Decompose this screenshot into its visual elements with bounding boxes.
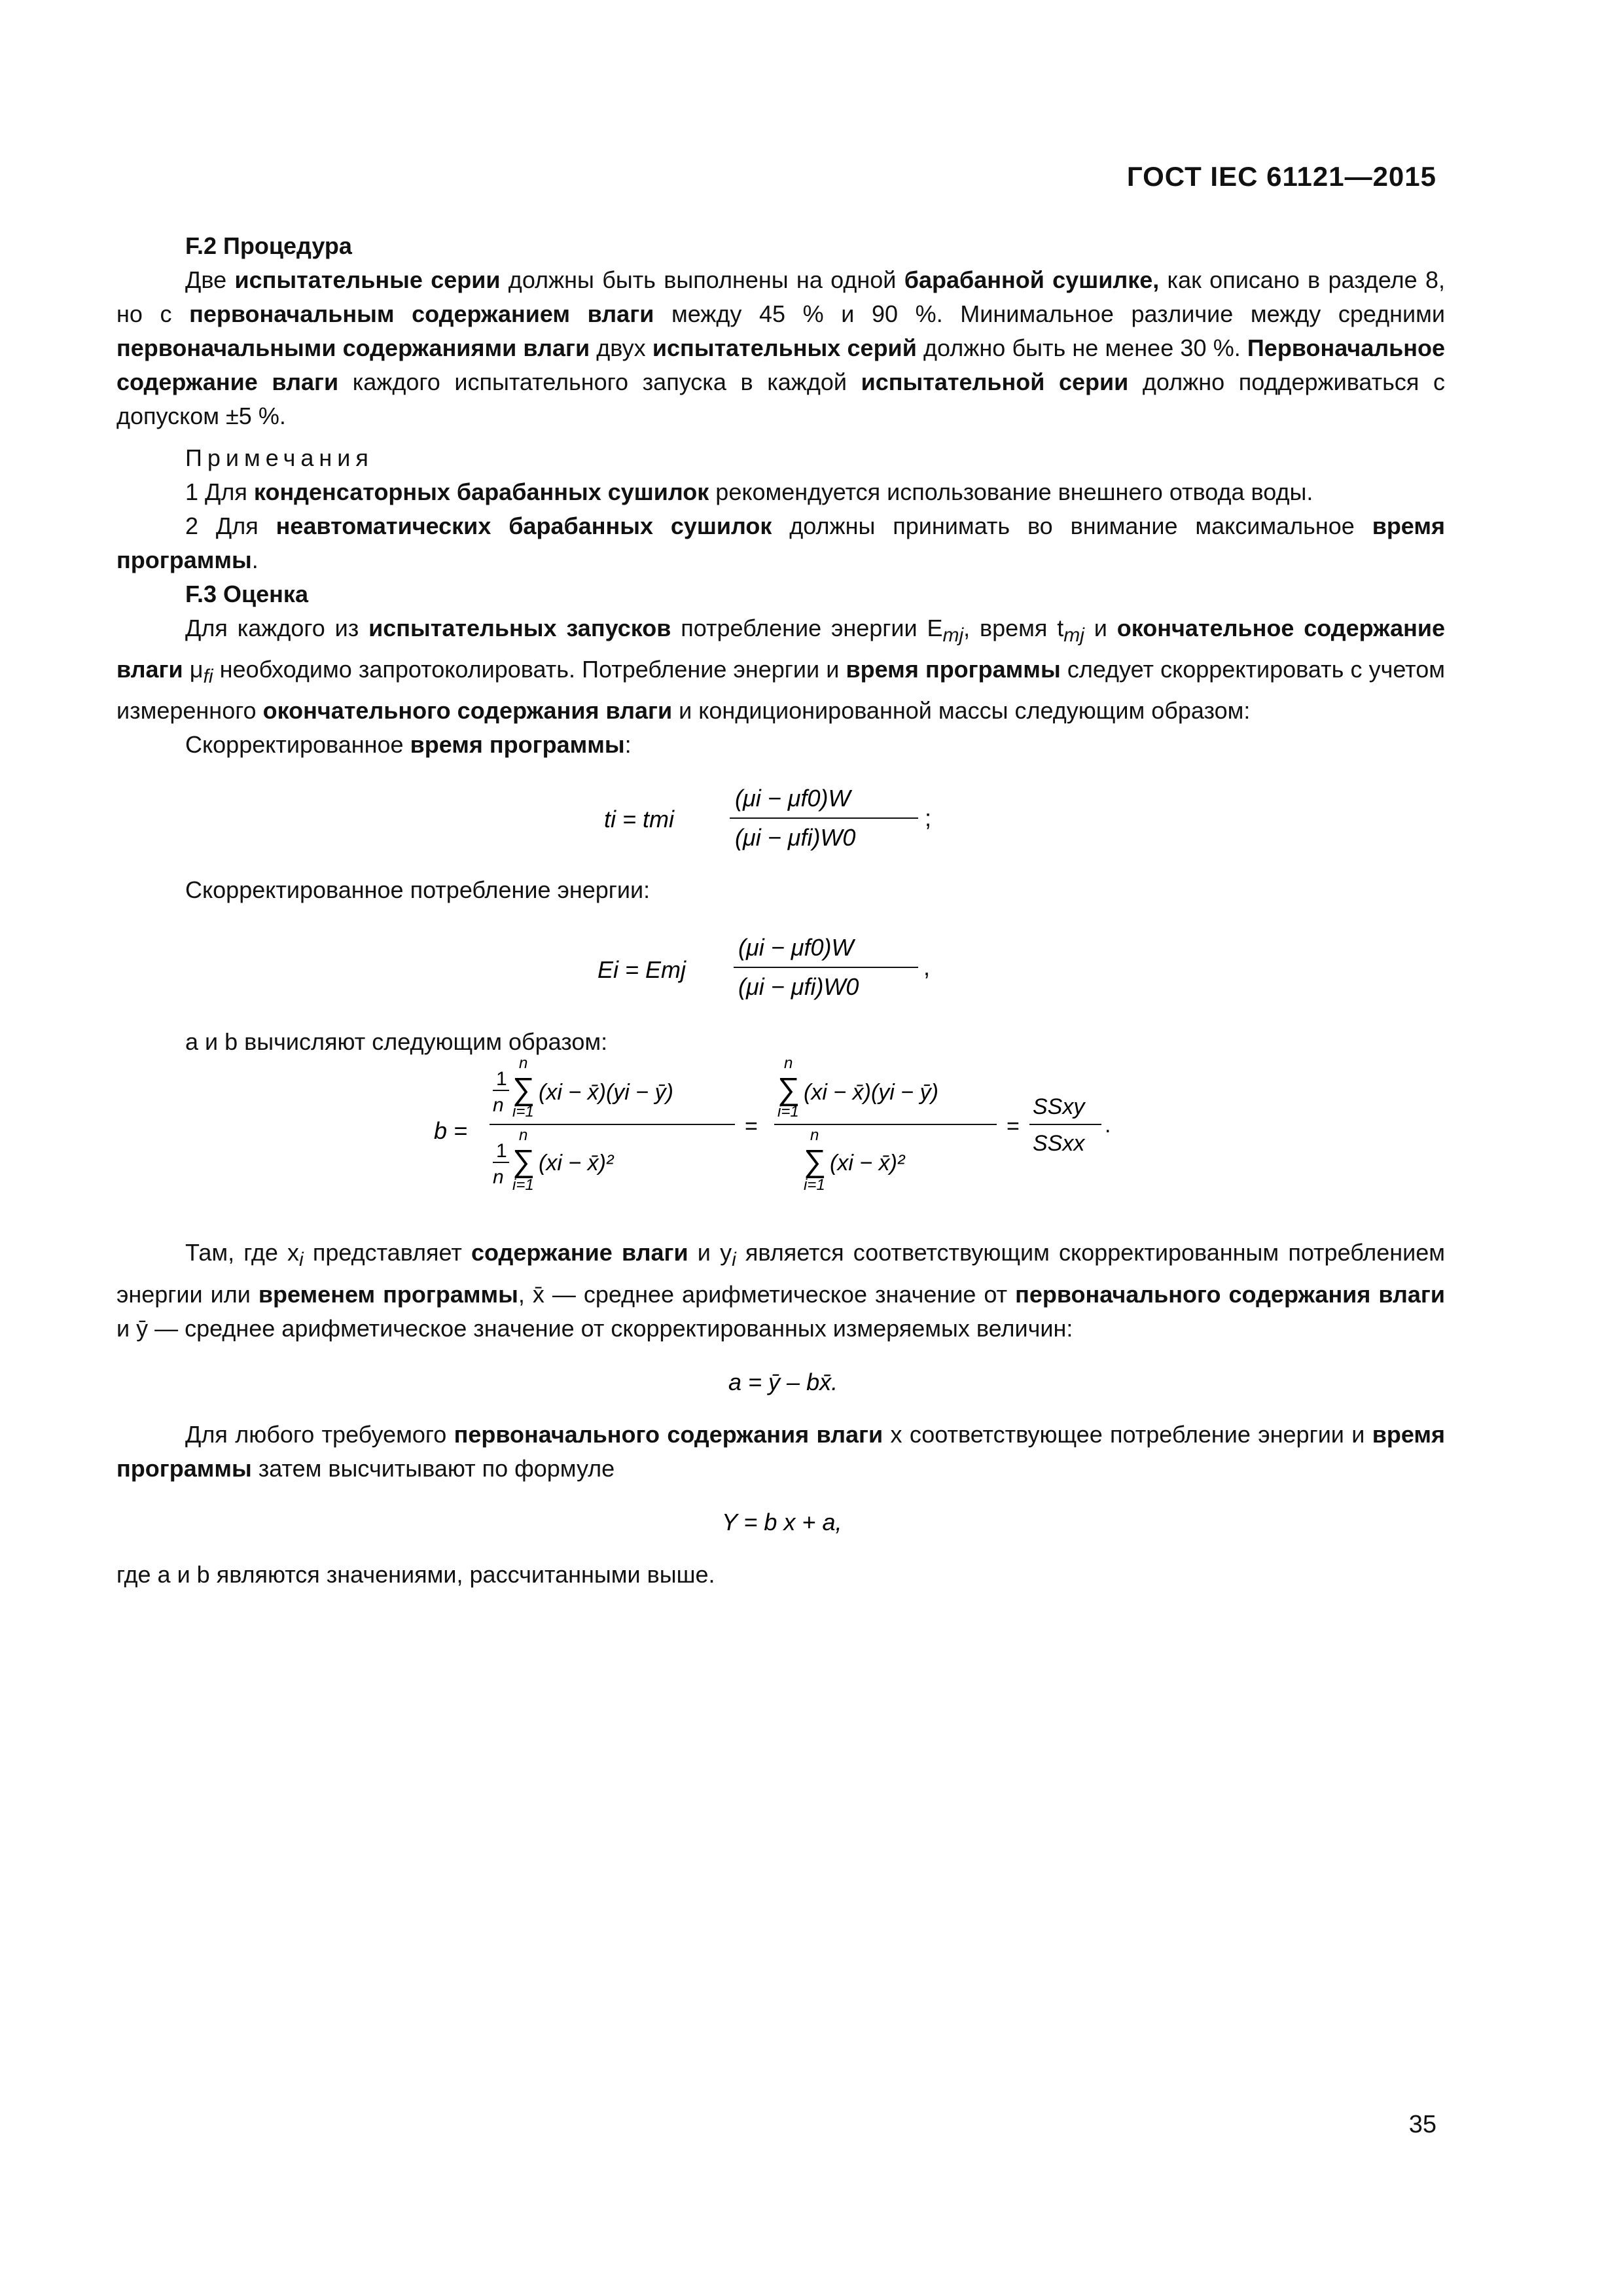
formula-e-lhs: Ei = Emj xyxy=(597,956,687,984)
final-paragraph: где a и b являются значениями, рассчитанными выше. xyxy=(116,1560,715,1588)
note-2: 2 Для неавтоматических барабанных сушилок должны принимать во внимание максимальное время программы. xyxy=(116,512,1445,573)
svg-text:n: n xyxy=(493,1094,504,1117)
one-over-n-top-1: 1 xyxy=(496,1068,507,1090)
formula-t-lhs: ti = tmi xyxy=(604,806,675,833)
svg-text:n: n xyxy=(493,1166,504,1189)
document-header: ГОСТ IEC 61121—2015 xyxy=(1126,161,1436,192)
formula-t-end: ; xyxy=(925,804,932,832)
corrected-time-label: Скорректированное время программы: xyxy=(185,731,632,759)
where-paragraph: Там, где $x_i$ представляет содержание влаги и $y_i$ является соответствующим скорректированным потреблением энергии или временем программы, x̄ — среднее арифметическое значение от первоначального содержания влаги и ȳ — среднее арифметическое значение от скорректированных измеряемых величин: xyxy=(116,1239,1445,1342)
formula-b-sum2: (xi − x̄)² xyxy=(539,1151,614,1176)
svg-text:i=1: i=1 xyxy=(804,1176,825,1194)
svg-text:i=1: i=1 xyxy=(777,1103,799,1121)
ab-intro: а и b вычисляют следующим образом: xyxy=(185,1028,608,1056)
svg-text:i=1: i=1 xyxy=(512,1176,534,1194)
notes-heading: Примечания xyxy=(185,444,374,471)
any-moisture-paragraph: Для любого требуемого первоначального содержания влаги x соответствующее потребление энергии и время программы затем высчитывают по формуле xyxy=(116,1420,1446,1482)
svg-text:=: = xyxy=(745,1114,758,1139)
formula-b xyxy=(421,1054,1141,1210)
svg-text:=: = xyxy=(1007,1114,1020,1139)
formula-corrected-time xyxy=(552,762,1010,873)
formula-e-denominator: (μi − μfi)W0 xyxy=(738,973,859,1001)
formula-b-sum1: (xi − x̄)(yi − ȳ) xyxy=(539,1080,673,1105)
svg-text:n: n xyxy=(519,1054,528,1073)
sum-symbol-1: ∑ xyxy=(512,1072,535,1107)
formula-corrected-energy xyxy=(552,907,1010,1025)
sum-symbol-3: ∑ xyxy=(777,1072,800,1107)
section-heading-f3: F.3 Оценка xyxy=(185,581,308,607)
formula-b-sum3: (xi − x̄)(yi − ȳ) xyxy=(804,1080,938,1105)
svg-text:i=1: i=1 xyxy=(512,1103,534,1121)
sum-symbol-4: ∑ xyxy=(804,1144,827,1179)
formula-b-sum4: (xi − x̄)² xyxy=(830,1151,905,1176)
formula-y xyxy=(617,1486,944,1558)
page-content xyxy=(116,229,1445,1592)
note-1: 1 Для конденсаторных барабанных сушилок рекомендуется использование внешнего отвода воды. xyxy=(185,478,1313,505)
formula-y-text: Y = b x + a, xyxy=(722,1508,842,1535)
svg-text:1: 1 xyxy=(496,1140,507,1162)
formula-t-numerator: (μi − μf0)W xyxy=(735,785,851,812)
formula-a-text: a = ȳ – bx̄. xyxy=(728,1368,838,1395)
svg-text:.: . xyxy=(1105,1113,1111,1138)
formula-b-ssxy: SSxy xyxy=(1033,1094,1085,1120)
svg-text:n: n xyxy=(519,1126,528,1145)
corrected-energy-label: Скорректированное потребление энергии: xyxy=(185,876,651,904)
section-heading-f2: F.2 Процедура xyxy=(185,232,352,259)
formula-a xyxy=(617,1346,944,1418)
sum-symbol-2: ∑ xyxy=(512,1144,535,1179)
formula-b-ssxx: SSxx xyxy=(1033,1131,1085,1157)
f2-paragraph: Две испытательные серии должны быть выполнены на одной барабанной сушилке, как описано в разделе 8, но с первоначальным содержанием влаги между 45 % и 90 %. Минимальное различие между средними первоначальными содержаниями влаги двух испытательных серий должно быть не менее 30 %. Первоначальное содержание влаги каждого испытательного запуска в каждой испытательной серии должно поддерживаться с допуском ±5 %. xyxy=(116,266,1446,429)
formula-e-end: , xyxy=(923,954,931,981)
formula-t-denominator: (μi − μfi)W0 xyxy=(735,824,856,852)
page-number: 35 xyxy=(1408,2111,1436,2138)
svg-text:n: n xyxy=(784,1054,793,1073)
formula-e-numerator: (μi − μf0)W xyxy=(738,934,854,961)
formula-b-lhs: b = xyxy=(434,1117,468,1145)
svg-text:n: n xyxy=(810,1126,819,1145)
f3-paragraph: Для каждого из испытательных запусков потребление энергии $E_{mj}$, время $t_{mj}$ и окончательное содержание влаги $\mu_{fi}$ необходимо запротоколировать. Потребление энергии и время программы следует скорректировать с учетом измеренного окончательного содержания влаги и кондиционированной массы следующим образом: xyxy=(116,615,1446,725)
